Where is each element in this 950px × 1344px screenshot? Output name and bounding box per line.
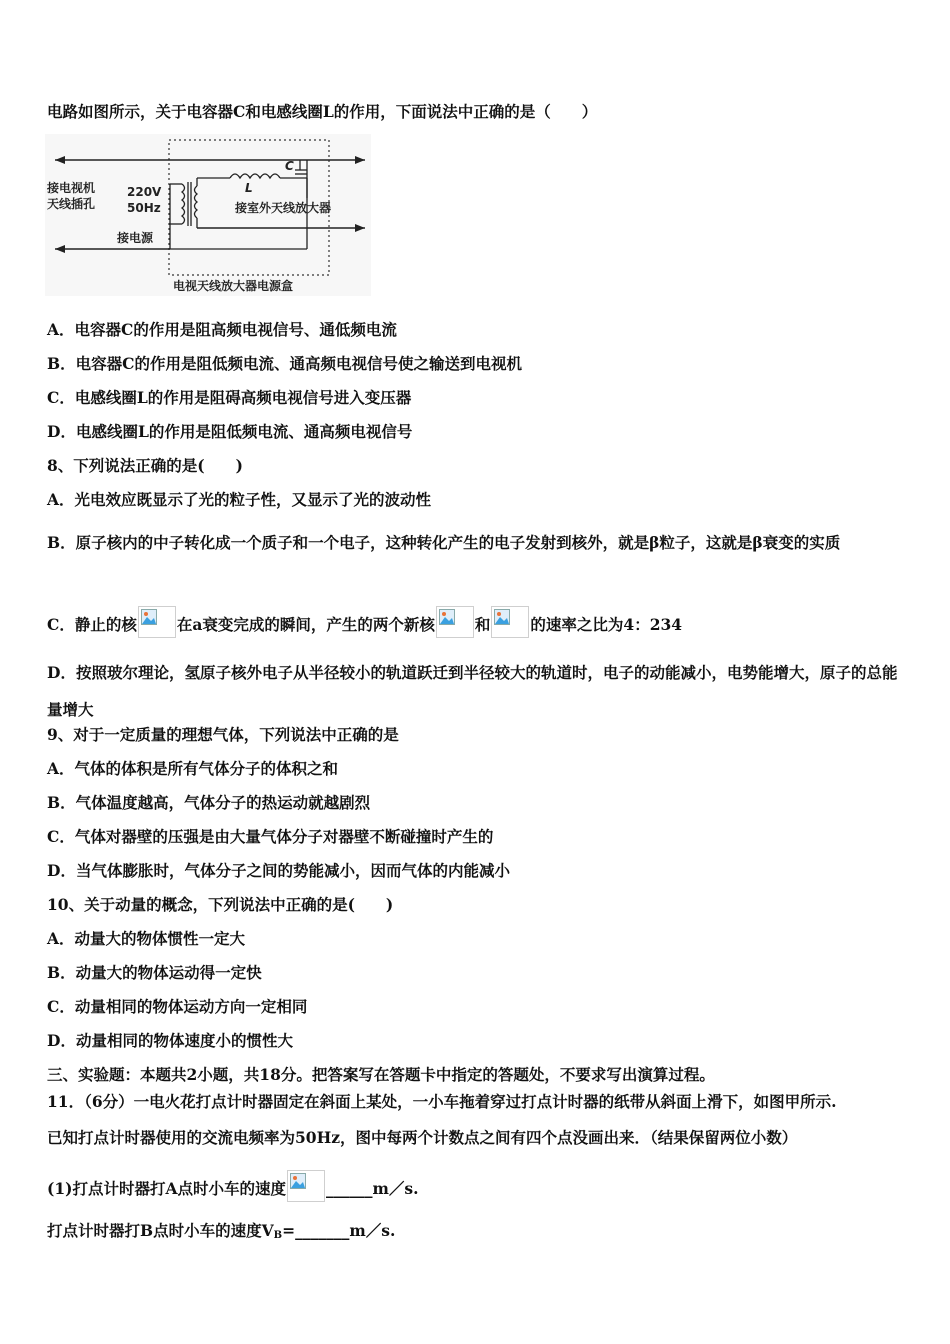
q7-option-d: D．电感线圈L的作用是阻低频电流、通高频电视信号 (47, 422, 413, 441)
broken-image-icon (138, 606, 176, 638)
q8-option-b: B．原子核内的中子转化成一个质子和一个电子，这种转化产生的电子发射到核外，就是β粒子，这就是β衰变的实质 (47, 533, 841, 552)
q7-option-c: C．电感线圈L的作用是阻碍高频电视信号进入变压器 (47, 388, 412, 407)
q11-part-2 (47, 1221, 395, 1246)
q11-p1-blank: ______m／s. (325, 1179, 419, 1198)
broken-image-icon (287, 1170, 325, 1202)
q8-c-text-2: 在a衰变完成的瞬间，产生的两个新核 (176, 615, 435, 634)
q11-p1-text: (1)打点计时器打A点时小车的速度 (47, 1179, 286, 1198)
q7-option-a: A．电容器C的作用是阻高频电视信号、通低频电流 (47, 320, 397, 339)
cap-label: C (285, 159, 294, 173)
q11-line-2: 已知打点计时器使用的交流电频率为50Hz，图中每两个计数点之间有四个点没画出来．（结果保留两位小数） (47, 1128, 798, 1147)
broken-image-icon (491, 606, 529, 638)
power-label: 接电源 (117, 231, 154, 245)
q11-part-1 (47, 1170, 419, 1202)
q8-c-text-1: C．静止的核 (47, 615, 137, 634)
broken-image-icon (436, 606, 474, 638)
q8-c-text-4: 的速率之比为4：234 (530, 615, 683, 634)
q9-option-c: C．气体对器壁的压强是由大量气体分子对器壁不断碰撞时产生的 (47, 827, 494, 846)
antenna-amp-label: 接室外天线放大器 (235, 201, 332, 215)
q11-p2-sub: B (273, 1230, 283, 1241)
q9-stem: 9、对于一定质量的理想气体，下列说法中正确的是 (47, 725, 399, 744)
q7-option-b: B．电容器C的作用是阻低频电流、通高频电视信号使之输送到电视机 (47, 354, 522, 373)
q11-line-1: 11．（6分）一电火花打点计时器固定在斜面上某处，一小车拖着穿过打点计时器的纸带从斜面上滑下，如图甲所示. (47, 1092, 837, 1111)
q7-stem: 电路如图所示，关于电容器C和电感线圈L的作用，下面说法中正确的是（ ） (47, 102, 598, 121)
tv-input-label-1: 接电视机 (47, 181, 96, 195)
frequency-label: 50Hz (127, 201, 161, 215)
q9-option-a: A．气体的体积是所有气体分子的体积之和 (47, 759, 339, 778)
q8-option-a: A．光电效应既显示了光的粒子性，又显示了光的波动性 (47, 490, 432, 509)
q10-option-d: D．动量相同的物体速度小的惯性大 (47, 1031, 293, 1050)
q8-c-text-3: 和 (474, 615, 491, 634)
tv-input-label-2: 天线插孔 (47, 197, 96, 211)
q11-p2-text: 打点计时器打B点时小车的速度V (47, 1221, 274, 1240)
voltage-label: 220V (127, 185, 162, 199)
q10-option-b: B．动量大的物体运动得一定快 (47, 963, 262, 982)
q9-option-d: D．当气体膨胀时，气体分子之间的势能减小，因而气体的内能减小 (47, 861, 510, 880)
q10-stem: 10、关于动量的概念，下列说法中正确的是( ) (47, 895, 394, 914)
q9-option-b: B．气体温度越高，气体分子的热运动就越剧烈 (47, 793, 371, 812)
coil-label: L (245, 181, 253, 195)
q8-option-c (47, 606, 682, 638)
q8-stem: 8、下列说法正确的是( ) (47, 456, 243, 475)
q11-p2-blank: =_______m／s. (282, 1221, 396, 1240)
section-heading: 三、实验题：本题共2小题，共18分。把答案写在答题卡中指定的答题处，不要求写出演算过程。 (47, 1065, 715, 1084)
circuit-diagram (45, 134, 371, 296)
box-label: 电视天线放大器电源盒 (173, 279, 294, 293)
q10-option-a: A．动量大的物体惯性一定大 (47, 929, 246, 948)
q10-option-c: C．动量相同的物体运动方向一定相同 (47, 997, 308, 1016)
q8-option-d: D．按照玻尔理论，氢原子核外电子从半径较小的轨道跃迁到半径较大的轨道时，电子的动能减小，电势能增大，原子的总能量增大 (47, 663, 898, 719)
